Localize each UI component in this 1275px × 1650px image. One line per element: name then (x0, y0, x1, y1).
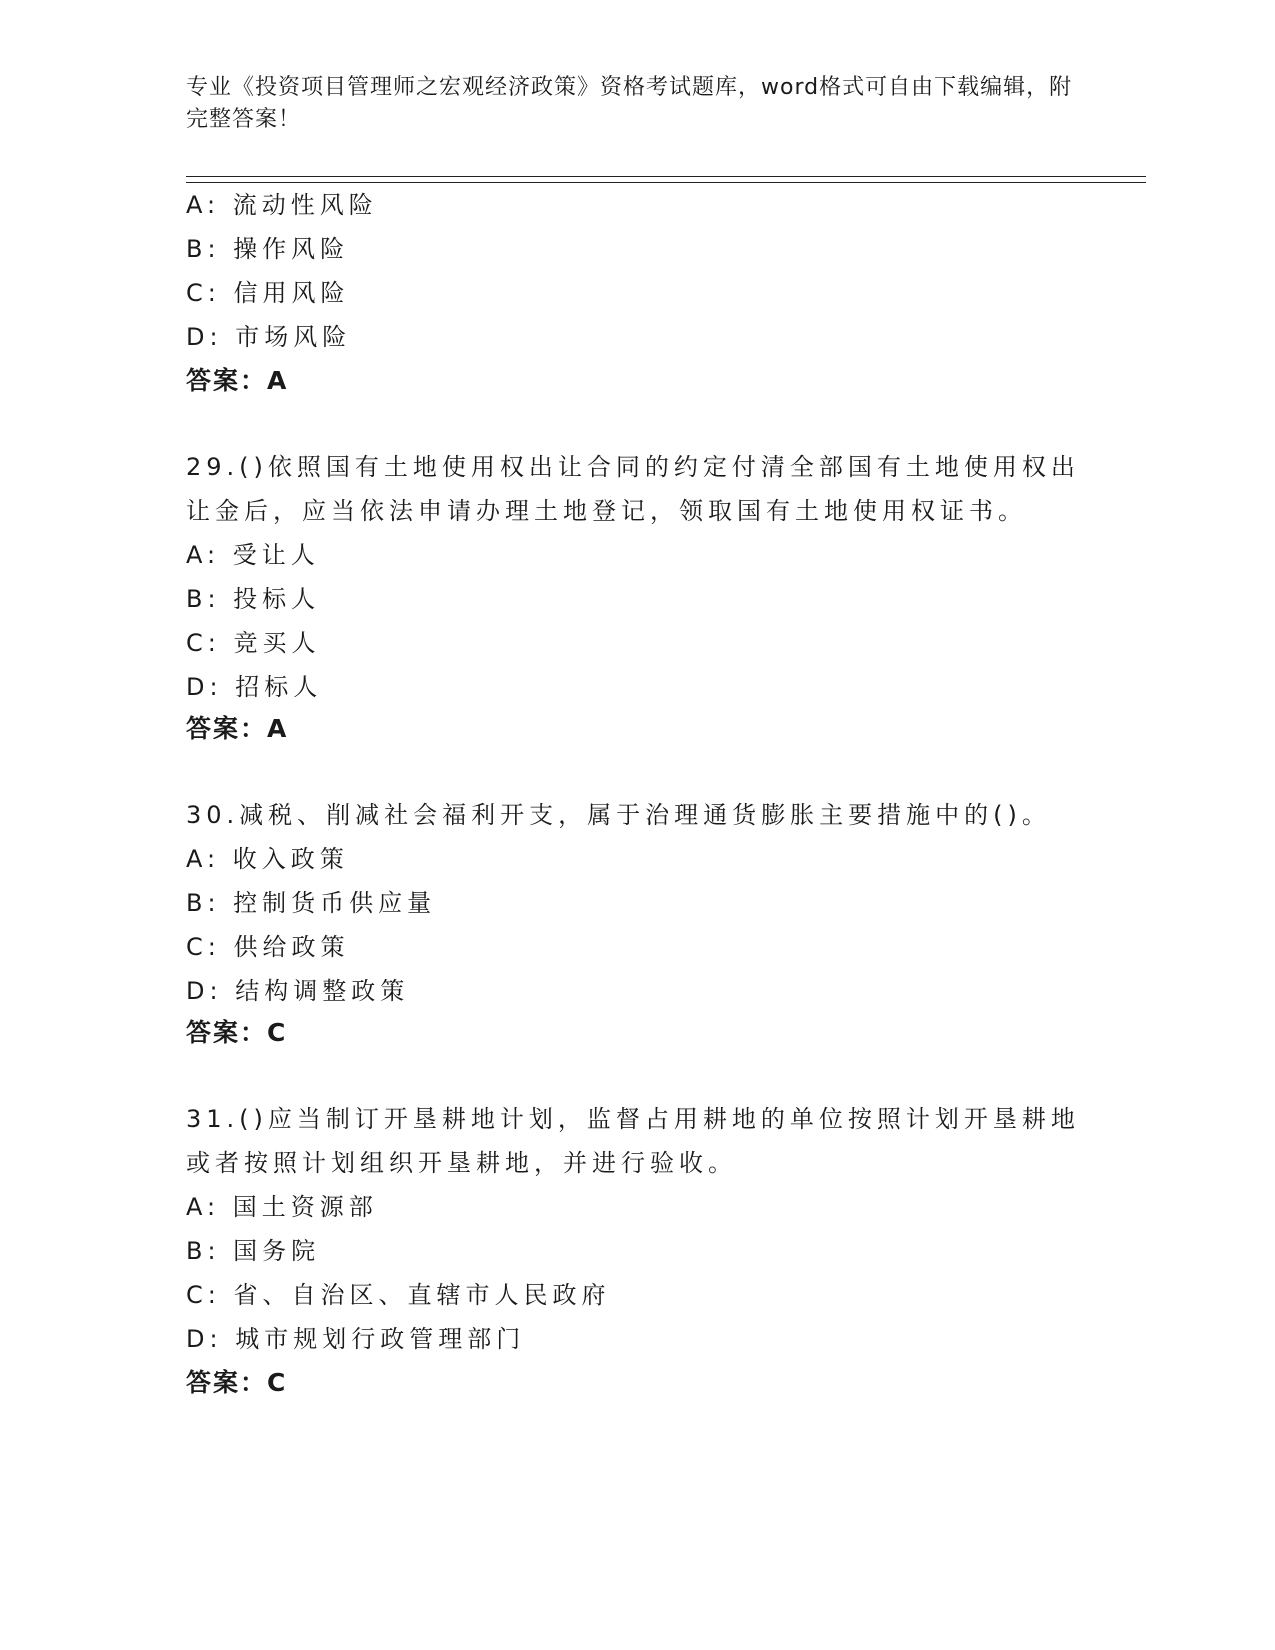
option-c: C: 竞买人 (186, 629, 321, 657)
document-header: 专业《投资项目管理师之宏观经济政策》资格考试题库，word格式可自由下载编辑，附完整答案！ (186, 75, 1073, 132)
option-c: C: 信用风险 (186, 279, 350, 307)
option-d: D: 城市规划行政管理部门 (186, 1325, 526, 1353)
option-a: A: 受让人 (186, 541, 320, 569)
option-c: C: 省、自治区、直辖市人民政府 (186, 1281, 611, 1309)
option-d: D: 招标人 (186, 673, 323, 701)
answer: 答案：A (186, 714, 289, 743)
question-stem: 31.()应当制订开垦耕地计划，监督占用耕地的单位按照计划开垦耕地 (186, 1105, 1080, 1133)
answer: 答案：C (186, 1018, 288, 1047)
question-stem: 30.减税、削减社会福利开支，属于治理通货膨胀主要措施中的()。 (186, 801, 1051, 829)
option-d: D: 市场风险 (186, 323, 352, 351)
option-a: A: 流动性风险 (186, 191, 378, 219)
answer: 答案：A (186, 366, 289, 395)
question-stem-cont: 或者按照计划组织开垦耕地，并进行验收。 (186, 1149, 737, 1177)
header-divider (186, 176, 1146, 177)
option-a: A: 收入政策 (186, 845, 349, 873)
option-b: B: 操作风险 (186, 235, 350, 263)
answer: 答案：C (186, 1368, 288, 1397)
option-d: D: 结构调整政策 (186, 977, 410, 1005)
question-stem-cont: 让金后，应当依法申请办理土地登记，领取国有土地使用权证书。 (186, 497, 1027, 525)
header-divider-double (186, 182, 1146, 183)
option-b: B: 国务院 (186, 1237, 321, 1265)
option-a: A: 国土资源部 (186, 1193, 378, 1221)
option-b: B: 投标人 (186, 585, 321, 613)
option-b: B: 控制货币供应量 (186, 889, 437, 917)
option-c: C: 供给政策 (186, 933, 350, 961)
question-stem: 29.()依照国有土地使用权出让合同的约定付清全部国有土地使用权出 (186, 453, 1080, 481)
